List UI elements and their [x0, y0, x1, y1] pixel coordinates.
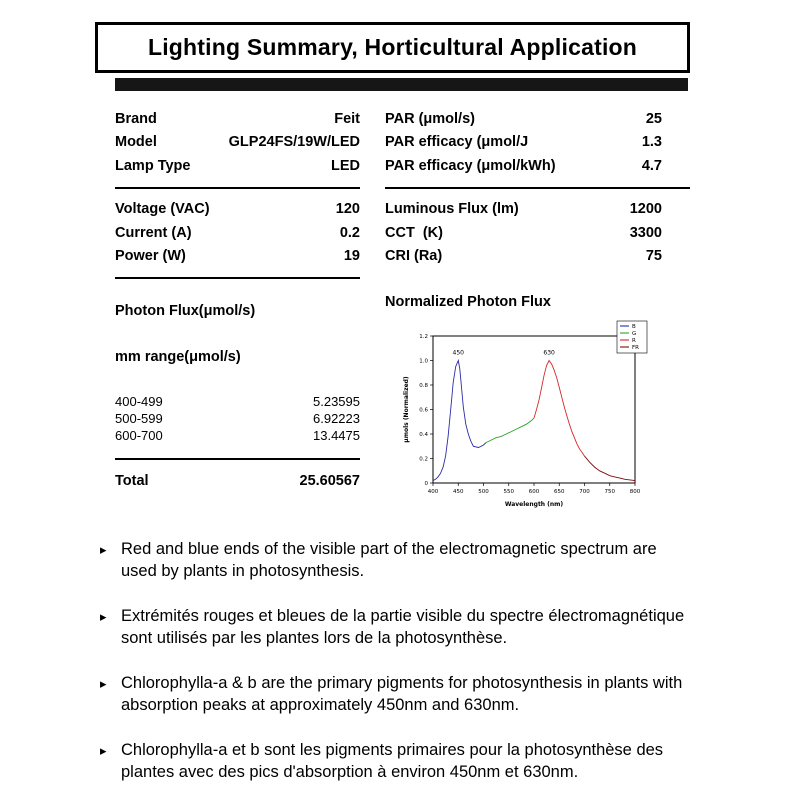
range-row-400-499: [115, 393, 360, 410]
chart-wrap: [399, 320, 690, 520]
range-value: 5.23595: [313, 394, 360, 409]
row-brand: [115, 107, 360, 131]
svg-text:450: 450: [453, 489, 464, 495]
divider: [115, 187, 360, 189]
row-power: [115, 245, 360, 269]
row-label: Current (A): [115, 224, 192, 241]
svg-text:0.6: 0.6: [419, 407, 428, 414]
spec-sheet: [95, 22, 690, 520]
svg-text:700: 700: [579, 489, 590, 495]
row-label: Luminous Flux (lm): [385, 201, 519, 218]
row-value: 120: [335, 201, 360, 218]
row-label: PAR efficacy (μmol/kWh): [385, 157, 556, 174]
header-bar: [115, 78, 688, 91]
bullet-icon: ▸: [100, 743, 107, 758]
divider: [115, 458, 360, 460]
svg-text:0.2: 0.2: [419, 456, 428, 463]
row-label: PAR (μmol/s): [385, 110, 475, 127]
range-value: 13.4475: [313, 428, 360, 443]
svg-text:R: R: [632, 338, 636, 344]
note-text: Chlorophylla-a et b sont les pigments primaires pour la photosynthèse des plantes avec des pics d'absorption à environ 450nm et 630nm.: [121, 741, 664, 781]
row-value: 19: [343, 248, 360, 265]
svg-text:630: 630: [543, 349, 555, 357]
row-cri: [385, 245, 690, 269]
svg-text:μmols (Normalized): μmols (Normalized): [403, 376, 410, 443]
svg-text:1.0: 1.0: [419, 358, 428, 365]
notes: [100, 538, 692, 806]
right-column: [385, 107, 690, 520]
svg-text:400: 400: [427, 489, 439, 495]
mm-range-header: mm range(μmol/s): [115, 349, 241, 365]
row-value: 1200: [629, 201, 662, 218]
row-value: 0.2: [339, 224, 360, 241]
row-luminous-flux: [385, 198, 690, 222]
spec-columns: [115, 107, 690, 520]
row-label: CRI (Ra): [385, 248, 443, 265]
divider: [385, 187, 690, 189]
svg-text:Wavelength (nm): Wavelength (nm): [504, 501, 564, 508]
title-box: [95, 22, 690, 73]
row-label: PAR efficacy (μmol/J: [385, 134, 529, 151]
row-label: Voltage (VAC): [115, 201, 210, 218]
note-text: Extrémités rouges et bleues de la partie visible du spectre électromagnétique sont utilisés par les plantes lors de la photosynthèse.: [121, 607, 685, 647]
svg-text:450: 450: [452, 349, 464, 357]
row-voltage: [115, 198, 360, 222]
bullet-icon: ▸: [100, 676, 107, 691]
row-value: 75: [645, 248, 662, 265]
row-label: CCT (K): [385, 224, 443, 241]
range-table: [115, 393, 360, 444]
page-title: Lighting Summary, Horticultural Application: [147, 34, 638, 60]
row-total: [115, 469, 360, 493]
range-label: 400-499: [115, 394, 163, 409]
note-text: Red and blue ends of the visible part of the electromagnetic spectrum are used by plants in photosynthesis.: [121, 540, 657, 580]
svg-text:750: 750: [604, 489, 615, 495]
svg-text:1.2: 1.2: [419, 334, 428, 340]
range-label: 500-599: [115, 411, 163, 426]
note-text: Chlorophylla-a & b are the primary pigments for photosynthesis in plants with absorption peaks at approximately 450nm and 630nm.: [121, 674, 683, 714]
row-label: Lamp Type: [115, 157, 191, 174]
svg-text:550: 550: [503, 489, 514, 495]
svg-text:B: B: [632, 324, 636, 330]
range-label: 600-700: [115, 428, 163, 443]
row-lamp-type: [115, 154, 360, 178]
row-label: Brand: [115, 110, 157, 127]
row-label: Power (W): [115, 248, 186, 265]
svg-text:600: 600: [528, 489, 540, 495]
svg-text:FR: FR: [632, 345, 639, 351]
svg-text:500: 500: [478, 489, 489, 495]
row-value: 4.7: [641, 157, 662, 174]
chart-title: Normalized Photon Flux: [385, 294, 551, 310]
range-row-600-700: [115, 427, 360, 444]
row-par: [385, 107, 690, 131]
photon-flux-header: Photon Flux(μmol/s): [115, 303, 256, 319]
svg-text:G: G: [632, 331, 637, 337]
range-row-500-599: [115, 410, 360, 427]
svg-text:0.4: 0.4: [419, 432, 428, 438]
svg-text:0: 0: [424, 481, 428, 487]
row-par-efficacy-j: [385, 131, 690, 155]
note-item: [100, 538, 692, 582]
bullet-icon: ▸: [100, 542, 107, 557]
divider: [115, 277, 360, 279]
svg-text:0.8: 0.8: [419, 383, 428, 389]
svg-text:800: 800: [629, 489, 641, 495]
row-cct: [385, 221, 690, 245]
row-model: [115, 131, 360, 155]
row-value: 25.60567: [299, 472, 360, 489]
row-label: Total: [115, 472, 149, 489]
note-item: [100, 672, 692, 716]
range-value: 6.92223: [313, 411, 360, 426]
note-item: [100, 739, 692, 783]
row-value: 1.3: [641, 134, 662, 151]
row-label: Model: [115, 134, 157, 151]
svg-text:650: 650: [554, 489, 565, 495]
row-current: [115, 221, 360, 245]
note-item: [100, 605, 692, 649]
row-value: 3300: [629, 224, 662, 241]
row-value: GLP24FS/19W/LED: [228, 134, 360, 151]
row-par-efficacy-kwh: [385, 154, 690, 178]
bullet-icon: ▸: [100, 609, 107, 624]
photon-flux-chart: [399, 320, 649, 515]
left-column: [115, 107, 360, 520]
row-value: LED: [331, 157, 360, 174]
row-value: Feit: [334, 110, 360, 127]
row-value: 25: [645, 110, 662, 127]
